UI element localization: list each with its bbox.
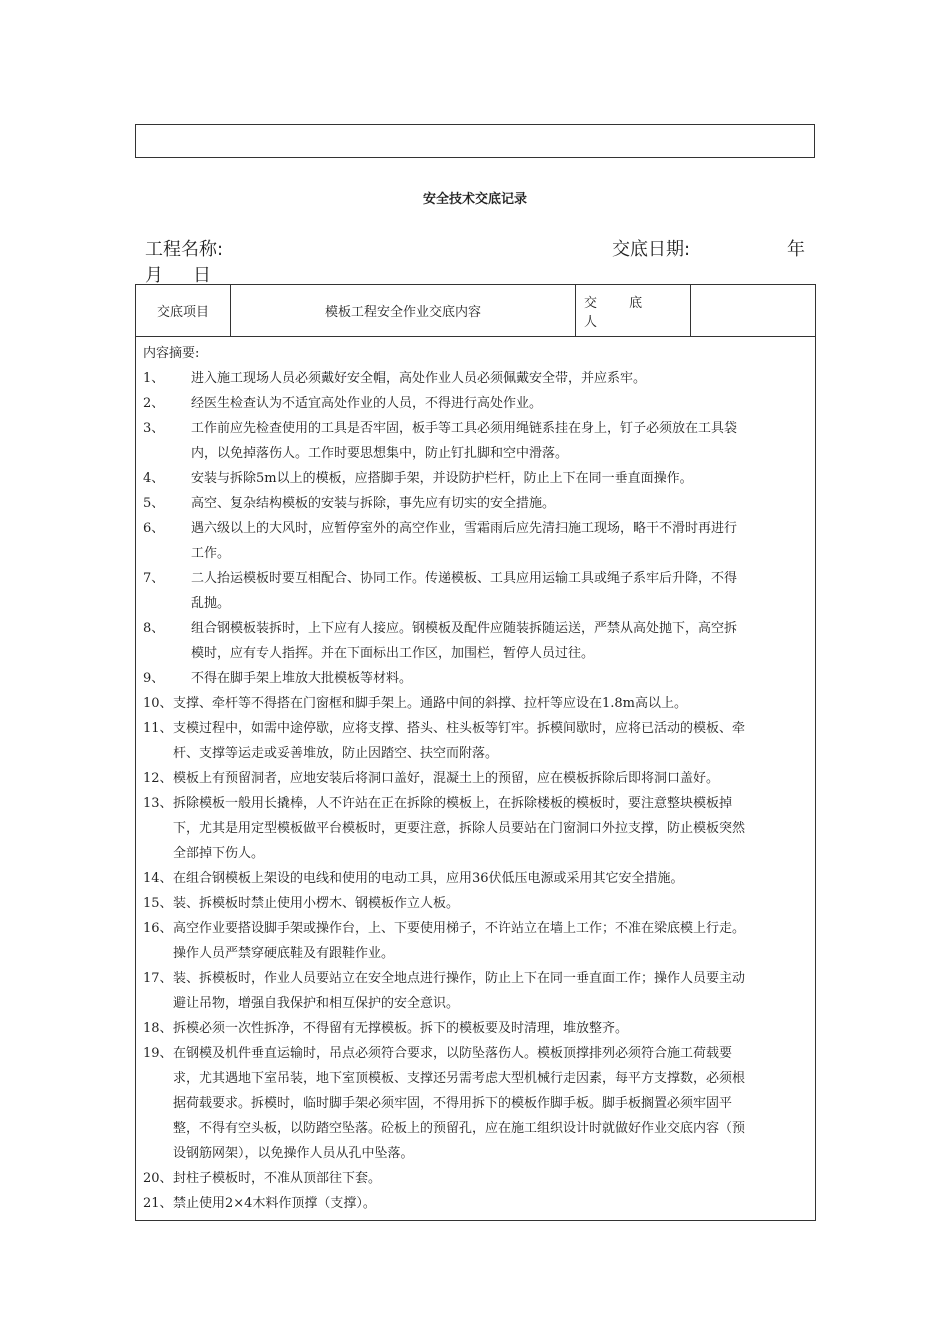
item-text [173,1191,807,1216]
item-text [173,716,807,766]
item-text [173,891,807,916]
item-text [191,466,807,491]
top-empty-box [135,124,815,158]
item-number: 17、 [143,971,173,986]
item-text [173,791,807,866]
day-label: 日 [193,265,211,286]
item-text [191,616,807,666]
content-row [136,337,816,1221]
item-text [173,1016,807,1041]
item-text [173,691,807,716]
item-number: 9、 [143,671,165,686]
month-label: 月 [145,265,163,286]
item-text-line: 进入施工现场人员必须戴好安全帽，高处作业人员必须佩戴安全带，并应系牢。 [191,371,647,386]
item-number: 10、 [143,696,173,711]
item-number: 12、 [143,771,173,786]
date-label: 交底日期: [612,239,691,260]
item-number: 19、 [143,1046,173,1061]
item-text-line: 经医生检查认为不适宜高处作业的人员，不得进行高处作业。 [191,396,543,411]
item-text-line: 在钢模及机件垂直运输时，吊点必须符合要求，以防坠落伤人。模板顶撑排列必须符合施工荷载要 [173,1046,733,1061]
item-text [191,566,807,616]
year-label: 年 [787,239,805,260]
item-text [191,416,807,466]
item-text-line: 封柱子模板时，不准从顶部往下套。 [173,1171,382,1186]
summary-label: 内容摘要: [143,346,200,361]
list-item [143,491,807,516]
item-text-line: 避让吊物，增强自我保护和相互保护的安全意识。 [173,996,460,1011]
item-text-line: 下，尤其是用定型模板做平台模板时，更要注意，拆除人员要站在门窗洞口外拉支撑，防止模板突然 [173,821,746,836]
list-item [143,716,807,766]
list-item [143,791,807,866]
item-text-line: 装、拆模板时禁止使用小楞木、钢模板作立人板。 [173,896,460,911]
list-item [143,466,807,491]
item-text-line: 支模过程中，如需中途停歇，应将支撑、搭头、柱头板等钉牢。拆模间歇时，应将已活动的模板、牵 [173,721,746,736]
list-item [143,1166,807,1191]
list-item [143,566,807,616]
item-text-line: 高空、复杂结构模板的安装与拆除，事先应有切实的安全措施。 [191,496,556,511]
item-text-line: 杆、支撑等运走或妥善堆放，防止因踏空、扶空而附落。 [173,746,499,761]
item-text-line: 组合钢模板装拆时，上下应有人接应。钢模板及配件应随装拆随运送，严禁从高处抛下，高空拆 [191,621,738,636]
item-text [173,1041,807,1166]
item-header-cell: 交底项目 [136,285,231,337]
item-number: 15、 [143,896,173,911]
list-item [143,891,807,916]
item-text-line: 操作人员严禁穿硬底鞋及有跟鞋作业。 [173,946,395,961]
list-item [143,616,807,666]
list-item [143,691,807,716]
item-text [173,866,807,891]
list-item [143,866,807,891]
item-number: 14、 [143,871,173,886]
item-text [191,491,807,516]
item-text-line: 模板上有预留洞者，应地安装后将洞口盖好，混凝土上的预留，应在模板拆除后即将洞口盖好。 [173,771,720,786]
list-item [143,1041,807,1166]
content-cell [136,337,816,1221]
item-number: 5、 [143,496,165,511]
item-text [191,366,807,391]
item-number: 16、 [143,921,173,936]
item-text-line: 工作前应先检查使用的工具是否牢固，板手等工具必须用绳链系挂在身上，钉子必须放在工具袋 [191,421,738,436]
item-text-line: 乱抛。 [191,596,231,611]
list-item [143,666,807,691]
item-text [191,391,807,416]
item-number: 1、 [143,371,165,386]
item-number: 8、 [143,621,165,636]
list-item [143,416,807,466]
list-item [143,366,807,391]
item-text [173,966,807,1016]
items-list [143,366,807,1216]
table-header-row [136,285,816,337]
item-text-line: 遇六级以上的大风时，应暂停室外的高空作业，雪霜雨后应先清扫施工现场，略干不滑时再进行 [191,521,738,536]
header-line [145,235,805,259]
item-number: 7、 [143,571,165,586]
item-text-line: 高空作业要搭设脚手架或操作台，上、下要使用梯子，不许站立在墙上工作；不准在梁底模上行走。 [173,921,746,936]
item-text-line: 在组合钢模板上架设的电线和使用的电动工具，应用36伏低压电源或采用其它安全措施。 [173,871,684,886]
item-text [173,916,807,966]
item-text-line: 全部掉下伤人。 [173,846,265,861]
item-text-line: 整，不得有空头板，以防踏空坠落。砼板上的预留孔，应在施工组织设计时就做好作业交底内容（预 [173,1121,746,1136]
item-text-line: 不得在脚手架上堆放大批模板等材料。 [191,671,413,686]
item-number: 21、 [143,1196,173,1211]
item-number: 3、 [143,421,165,436]
item-text-line: 工作。 [191,546,231,561]
list-item [143,516,807,566]
item-text-line: 安装与拆除5m以上的模板，应搭脚手架，并设防护栏杆，防止上下在同一垂直面操作。 [191,471,693,486]
item-number: 6、 [143,521,165,536]
project-name-label: 工程名称: [145,239,224,260]
list-item [143,1016,807,1041]
item-text-line: 拆模必须一次性拆净，不得留有无撑模板。拆下的模板要及时清理，堆放整齐。 [173,1021,629,1036]
item-text-line: 设钢筋网架），以免操作人员从孔中坠落。 [173,1146,414,1161]
item-text-line: 内，以免掉落伤人。工作时要思想集中，防止钉扎脚和空中滑落。 [191,446,569,461]
list-item [143,916,807,966]
item-number: 18、 [143,1021,173,1036]
item-text-line: 拆除模板一般用长撬棒，人不许站在正在拆除的模板上，在拆除楼板的模板时，要注意整块模板掉 [173,796,733,811]
item-text [191,516,807,566]
item-number: 2、 [143,396,165,411]
item-text-line: 据荷载要求。拆模时，临时脚手架必须牢固，不得用拆下的模板作脚手板。脚手板搁置必须牢固平 [173,1096,733,1111]
item-text [173,1166,807,1191]
item-text [191,666,807,691]
item-text-line: 模时，应有专人指挥。并在下面标出工作区，加围栏，暂停人员过往。 [191,646,595,661]
item-number: 13、 [143,796,173,811]
list-item [143,766,807,791]
person-header-cell: 交 底 人 [576,285,691,337]
document-title: 安全技术交底记录 [422,192,527,207]
item-text-line: 支撑、牵杆等不得搭在门窗框和脚手架上。通路中间的斜撑、拉杆等应设在1.8m高以上。 [173,696,688,711]
item-text-line: 求，尤其遇地下室吊装，地下室顶模板、支撑还另需考虑大型机械行走因素，每平方支撑数，必须根 [173,1071,746,1086]
item-text [173,766,807,791]
list-item [143,966,807,1016]
item-text-line: 装、拆模板时，作业人员要站立在安全地点进行操作，防止上下在同一垂直面工作；操作人员要主动 [173,971,746,986]
item-number: 11、 [143,721,173,736]
briefing-table [135,284,816,1221]
item-number: 4、 [143,471,165,486]
list-item [143,1191,807,1216]
person-value-cell [691,285,816,337]
list-item [143,391,807,416]
item-text-line: 二人抬运模板时要互相配合、协同工作。传递模板、工具应用运输工具或绳子系牢后升降，不得 [191,571,738,586]
item-text-line: 禁止使用2×4木料作顶撑（支撑）。 [173,1196,376,1211]
item-number: 20、 [143,1171,173,1186]
content-header-cell: 模板工程安全作业交底内容 [231,285,576,337]
